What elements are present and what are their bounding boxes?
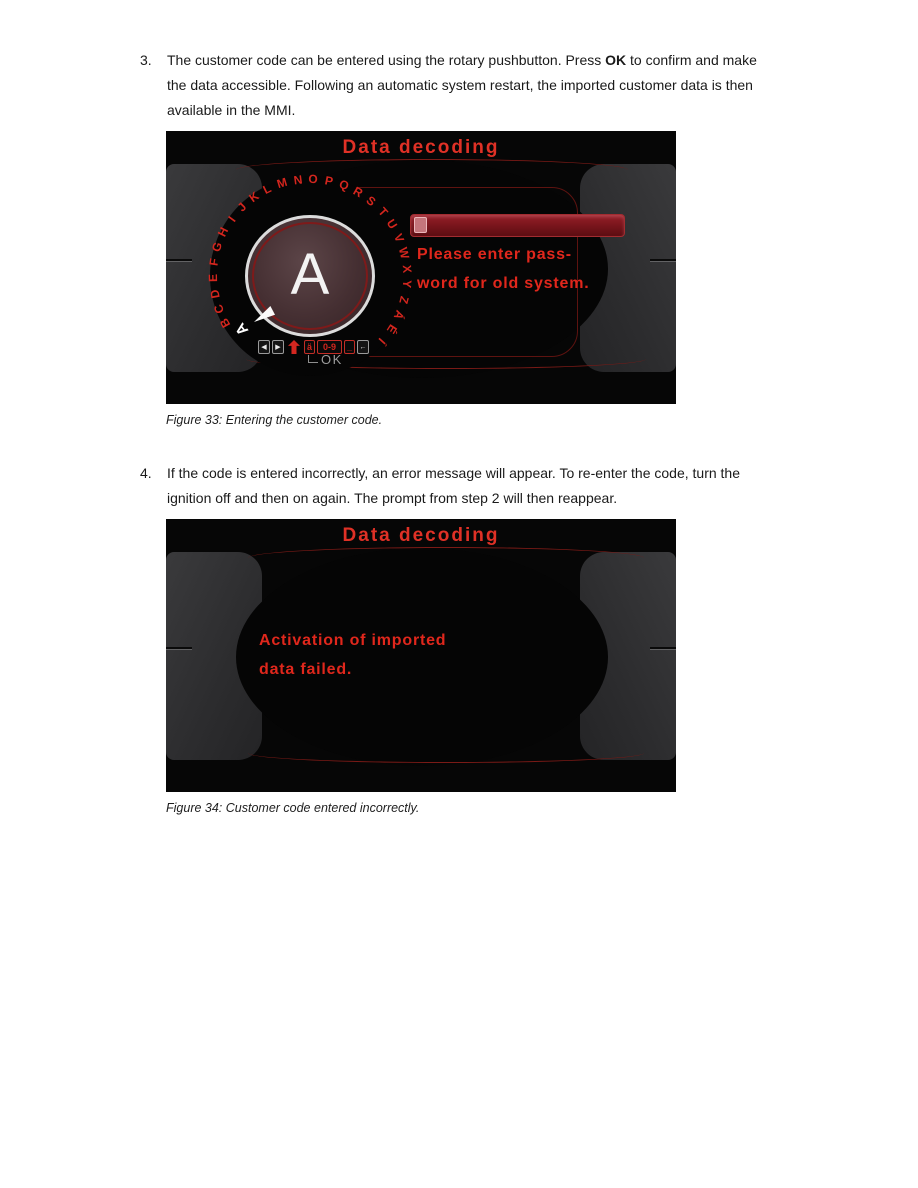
- dial-letter: T: [374, 204, 391, 219]
- error-line-2: data failed.: [259, 661, 353, 678]
- screen-title: Data decoding: [342, 137, 500, 158]
- dial-letter: É: [383, 321, 400, 336]
- step-4: [140, 461, 800, 511]
- figure-33-caption: Figure 33: Entering the customer code.: [166, 413, 383, 427]
- figure-33-mmi-screen: [166, 131, 676, 404]
- screen-title: Data decoding: [342, 525, 500, 546]
- figure-34-caption: Figure 34: Customer code entered incorrectly.: [166, 801, 420, 815]
- dial-letter: L: [261, 180, 274, 197]
- dial-letter: M: [275, 174, 289, 192]
- dial-letter: S: [363, 192, 379, 209]
- mmi-display-area: [236, 548, 608, 766]
- step-3-text-before: The customer code can be entered using the rotary pushbutton. Press: [167, 52, 606, 68]
- step-3-text: [167, 48, 767, 123]
- ok-bracket-line: [308, 355, 318, 363]
- mmi-right-notch: [650, 647, 676, 650]
- dial-letter: C: [210, 302, 227, 316]
- space-icon: _: [344, 340, 355, 354]
- dial-letter: J: [234, 199, 250, 215]
- dial-letter: U: [383, 216, 401, 232]
- prompt-line-1: Please enter pass-: [417, 246, 572, 263]
- dial-letter: Z: [396, 294, 412, 306]
- step-4-text-before: If the code is entered incorrectly, an error message will appear. To re-enter the code, turn the ignition off and then on again. The prompt from step 2 will then reappear.: [167, 465, 741, 506]
- top-divider-arc: [248, 547, 644, 563]
- dial-letter-selected: A: [232, 319, 253, 339]
- dial-letter: N: [292, 172, 303, 188]
- dial-letter: D: [206, 287, 223, 300]
- dial-letter: F: [206, 257, 222, 267]
- figure-34-mmi-screen: [166, 519, 676, 792]
- umlaut-icon: ä: [304, 340, 315, 354]
- mmi-left-notch: [166, 647, 192, 650]
- dial-letter: Á: [390, 307, 408, 322]
- dial-letter: E: [205, 273, 221, 283]
- dial-letter: P: [323, 173, 335, 189]
- current-letter: A: [290, 241, 330, 307]
- dial-letter: K: [246, 188, 262, 206]
- dial-letter: V: [391, 231, 408, 245]
- dial-letter: X: [399, 264, 414, 274]
- dial-letter: R: [350, 183, 366, 201]
- step-3: [140, 48, 800, 123]
- dial-letter: O: [308, 171, 319, 187]
- step-4-text: [167, 461, 767, 511]
- shift-up-icon: [288, 340, 300, 354]
- keyboard-icon-row: [258, 340, 369, 354]
- bottom-divider-arc: [248, 747, 644, 763]
- char-right-icon: ▶: [272, 340, 284, 354]
- error-line-1: Activation of imported: [259, 632, 447, 649]
- page-content: [140, 48, 800, 815]
- digits-icon: 0-9: [317, 340, 342, 354]
- ok-label: OK: [321, 352, 343, 367]
- prompt-line-2: word for old system.: [417, 275, 590, 292]
- dial-letter: Y: [399, 279, 414, 289]
- dial-letter: H: [215, 225, 232, 240]
- dial-letter: Q: [337, 176, 351, 194]
- dial-letter: B: [216, 315, 234, 331]
- dial-letter: G: [209, 240, 226, 254]
- step-3-number: 3.: [140, 52, 152, 68]
- dial-letter: Í: [375, 335, 389, 347]
- step-3-bold: OK: [605, 52, 627, 68]
- char-left-icon: ◀: [258, 340, 270, 354]
- dial-letter: I: [224, 213, 239, 225]
- dial-letter: W: [396, 245, 413, 261]
- step-4-number: 4.: [140, 465, 152, 481]
- backspace-icon: ←: [357, 340, 369, 354]
- letter-ring: [166, 131, 676, 404]
- step-3-text-after: to confirm and make the data accessible. Following an automatic system restart, the imported customer data is then available in the MMI.: [167, 52, 757, 118]
